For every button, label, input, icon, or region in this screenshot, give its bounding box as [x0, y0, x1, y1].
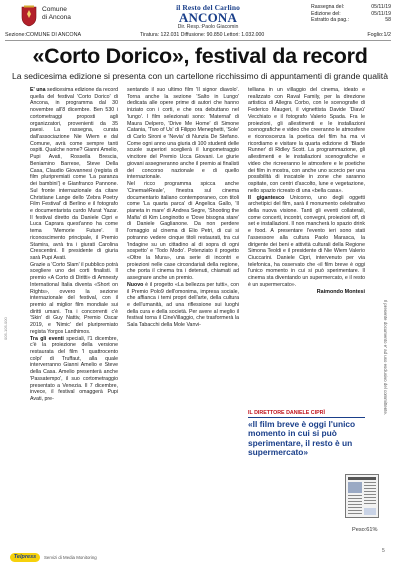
article-paragraph [248, 87, 365, 195]
newspaper-masthead [150, 3, 266, 30]
article-paragraph [127, 282, 239, 329]
header-divider [5, 40, 391, 41]
article-column-2 [127, 87, 239, 329]
paragraph-text: Nel ricco programma spicca anche 'CinemaèReale', finestra sul cinema documentario italiano contemporaneo, con titoli come 'La quarta parca' di Angelica Gallo, 'Il pianeta in mare' di Andrea Segre, 'Shooting the Mafia' di Kim Longinotto e 'Dove bisogna stare' di Daniele Gaglianone. Da non perdere l'omaggio al cinema di Elio Petri, di cui si potranno vedere cinque titoli restaurati, tra cui 'Indagine su un cittadino al di sopra di ogni sospetto' e 'Todo Modo'. Potenziato il progetto «Oltre la Mura», una serie di incontri e proiezioni nelle case circondariali della regione, che porta il cinema tra i detenuti, chiamati ad assegnare anche un premio. [127, 181, 239, 282]
peso-label: Peso:61% [352, 527, 378, 533]
masthead-name: ANCONA [178, 10, 238, 25]
paragraph-text: Raimondo Montesi [316, 288, 365, 295]
paragraph-text: Grazie a 'Corto Slam' il pubblico potrà scegliere uno dei corti finalisti. Il premio «A Corto di Diritti» di Amnesty International Italia diventa «Short on Rights», ovvero la sezione internazionale del festival, con il premio al miglior film mondiale sui diritti umani. Tra i concorrenti c'è 'Skin' di Guy Nattiv, Premio Oscar 2019, e 'Nimic' del pluripremiato regista Yorgos Lanthimos. [30, 261, 118, 335]
meta-row [311, 4, 391, 11]
article-paragraph [30, 336, 118, 403]
meta-row [311, 11, 391, 18]
paragraph-text: sentando il suo ultimo film 'Il signor diavolo'. Torna anche la sezione 'Salto in Lungo' dedicata alle opere prime di autori che hanno iniziato con i corti, e che ora debuttano nel 'lungo'. I film selezionati sono: 'Maternal' di Maura Delpero, 'Drive Me Home' di Simone Catania, 'Two of Us' di Filippo Meneghetti, 'Sole' di Carlo Sironi e 'Nevia' di Nunzia De Stefano. Come ogni anno una giuria di 100 studenti delle scuole superiori sceglierà il lungometraggio vincitore del Premio Ucca Giovani. Le giurie giovani assegneranno anche il premio ai finalisti del concorso nazionale e di quello internazionale. [127, 87, 239, 181]
meta-value: 05/11/19 [371, 10, 391, 17]
clipping-meta [311, 4, 391, 24]
masthead-director: Dir. Resp.:Paolo Giacomin [177, 24, 239, 30]
article-paragraph [248, 195, 365, 289]
meta-value: 58 [385, 17, 391, 24]
paragraph-text: speciali, l'1 dicembre, c'è la proiezione della versione restaurata del film 'I quattrocento colpi' di Truffaut, alla quale interverranno Gianni Amelio e Steve della Casa. Amelio presenterà anche 'Passatempo', il suo cortometraggio presentato a Venezia. Il 7 dicembre, invece, il festival omaggerà Pupi Avati, pre- [30, 335, 118, 403]
article-column-1 [30, 87, 118, 403]
paragraph-text: telliana in un villaggio del cinema, ideato e realizzato con Raval Family, per la direzione artistica di Allegra Corbo, con le scenografie di Federico Maugeri, il vignettista Davide 'Diavù' Vecchiato e il fotografo Valerio Spada. Fra le proiezioni, gli allestimenti e le installazioni scenografiche e video che creeranno le atmosfere e riconoscenza la poetica del film ha ma vi ricordiamo e visitare la quarta edizione di 'Blade Runner' di Ridley Scott. La programmazione, gli allestimenti e le installazioni scenografiche e video che ricreeranno le atmosfere e le poetiche dei film in mostra, con anche uno scorcio per una possibilità di inscatole in zone che saranno ospitate, con centri d'ascolto, lune e vegetazione, nello spazio ricreato di una «bella casa». [248, 87, 365, 194]
comune-line-2: di Ancona [42, 14, 71, 21]
article-column-3 [248, 87, 365, 295]
paragraph-text: è il progetto «La bellezza per tutti», con il Premio Polo9 dell'omonima, impresa sociale, che affianca i temi propri dell'arte, della cultura e dell'umanità, ad una riflessione sui luoghi della cura e della società. Per avere al meglio il festival torna il CineVillaggio, che trasformerà la Sala Tabacchi della Mole Vanvi- [127, 281, 239, 329]
telpress-logo [10, 553, 40, 562]
masthead-top: il Resto del Carlino [176, 3, 240, 12]
footer-text: Servizi di Media Monitoring [44, 555, 97, 560]
meta-label: Estratto da pag.: [311, 17, 350, 24]
article-subhead: La sedicesima edizione si presenta con un cartellone ricchissimo di appuntamenti di grande qualità [12, 71, 388, 81]
article-paragraph [30, 262, 118, 336]
article-headline: «Corto Dorico», festival da record [32, 44, 368, 68]
paragraph-lead: Il gigantesco [248, 194, 285, 201]
pull-quote-label: IL DIRETTORE DANIELE CIPRÌ [248, 410, 325, 416]
meta-value: 05/11/19 [371, 4, 391, 10]
paragraph-lead: E' una [30, 87, 46, 93]
pull-quote-rule [248, 417, 365, 418]
comune-crest-icon [20, 5, 38, 27]
article-signature [248, 289, 365, 296]
tiratura-label: Tiratura: 122.031 Diffusione: 90.850 Lettori: 1.032.000 [140, 32, 265, 38]
foglio-label: Foglio:1/2 [367, 32, 391, 38]
pull-quote [248, 410, 365, 458]
article-paragraph [127, 181, 239, 282]
article-paragraph [127, 87, 239, 181]
clipping-header [0, 0, 400, 44]
paragraph-text: sedicesima edizione da record quella del festival 'Corto Dorico' di Ancona, in programma dal 30 novembre all'8 dicembre. Ben 530 i cortometraggi proposti agli organizzatori, provenienti da 35 paesi. La rassegna, curata dall'associazione Nie Wiem e dal Comune, avrà come sempre tanti ospiti. Qualche nome? Gianni Amelio, Pupi Avati, Rossella Brescia, Beniamino Barrese, Steve Della Casa, Claudio Giovannesi (regista di film pluripremiati come 'La paranza dei bambini') e Gianfranco Pannone. Sul fronte internazionale da citare Christiane Lange dello 'Zebra Poetry Film Festival' di Berlino e il fotografo e documentarista curdo Murat Yazar. Il festival diretto da Daniele Cipri e Luca Caprara quest'anno ha come tema 'Memorie Future'. Il riconoscimento principale, il Premio Stamira, avrà tra i giurati Carolina Crescentini. Il presidente di giuria sarà Pupi Avati. [30, 87, 118, 261]
sezione-label: Sezione:COMUNE DI ANCONA [5, 32, 82, 38]
paragraph-lead: Nuovo [127, 281, 144, 288]
paragraph-text: Unicorno, uno degli oggetti archetipici del film, sarà il monumento celebrativo della nuova visione. Tanti gli eventi collaterali, come concerti, incontri, convegni, proiezioni off, di set e installazioni. Il non mancherà lo spazio drink e food. A presentare l'evento ieri sono stati l'assessore alla cultura Paolo Marasca, la dirigente dei beni e attività culturali della Regione Simona Teoldi e il presidente di Nie Wiem Valerio Ciuccarini. Daniele Cipri, intervenuto per via telefonica, ha osservato che «il film breve è oggi l'unico momento in cui si può sperimentare. Il cinema sta diventando un supermercato, e il resto è un supermercato». [248, 194, 366, 288]
paragraph-lead: Tra gli eventi [30, 335, 64, 342]
telpress-brand: Telpress [13, 554, 37, 560]
pull-quote-text: «Il film breve è oggi l'unico momento in cui si può sperimentare, il resto è un supermercato» [248, 419, 356, 458]
comune-line-1: Comune [42, 6, 67, 13]
clipping-code: 005-105-000 [3, 317, 8, 340]
page-number: 5 [382, 548, 385, 554]
meta-label: Edizione del: [311, 10, 341, 17]
article-paragraph [30, 87, 118, 262]
copyright-sidetext: Il presente documento e' ad uso esclusivo del committente. [383, 300, 388, 416]
comune-name [42, 6, 71, 22]
meta-label: Rassegna del: [311, 4, 345, 10]
meta-row [311, 17, 391, 24]
page-thumbnail [345, 474, 379, 518]
